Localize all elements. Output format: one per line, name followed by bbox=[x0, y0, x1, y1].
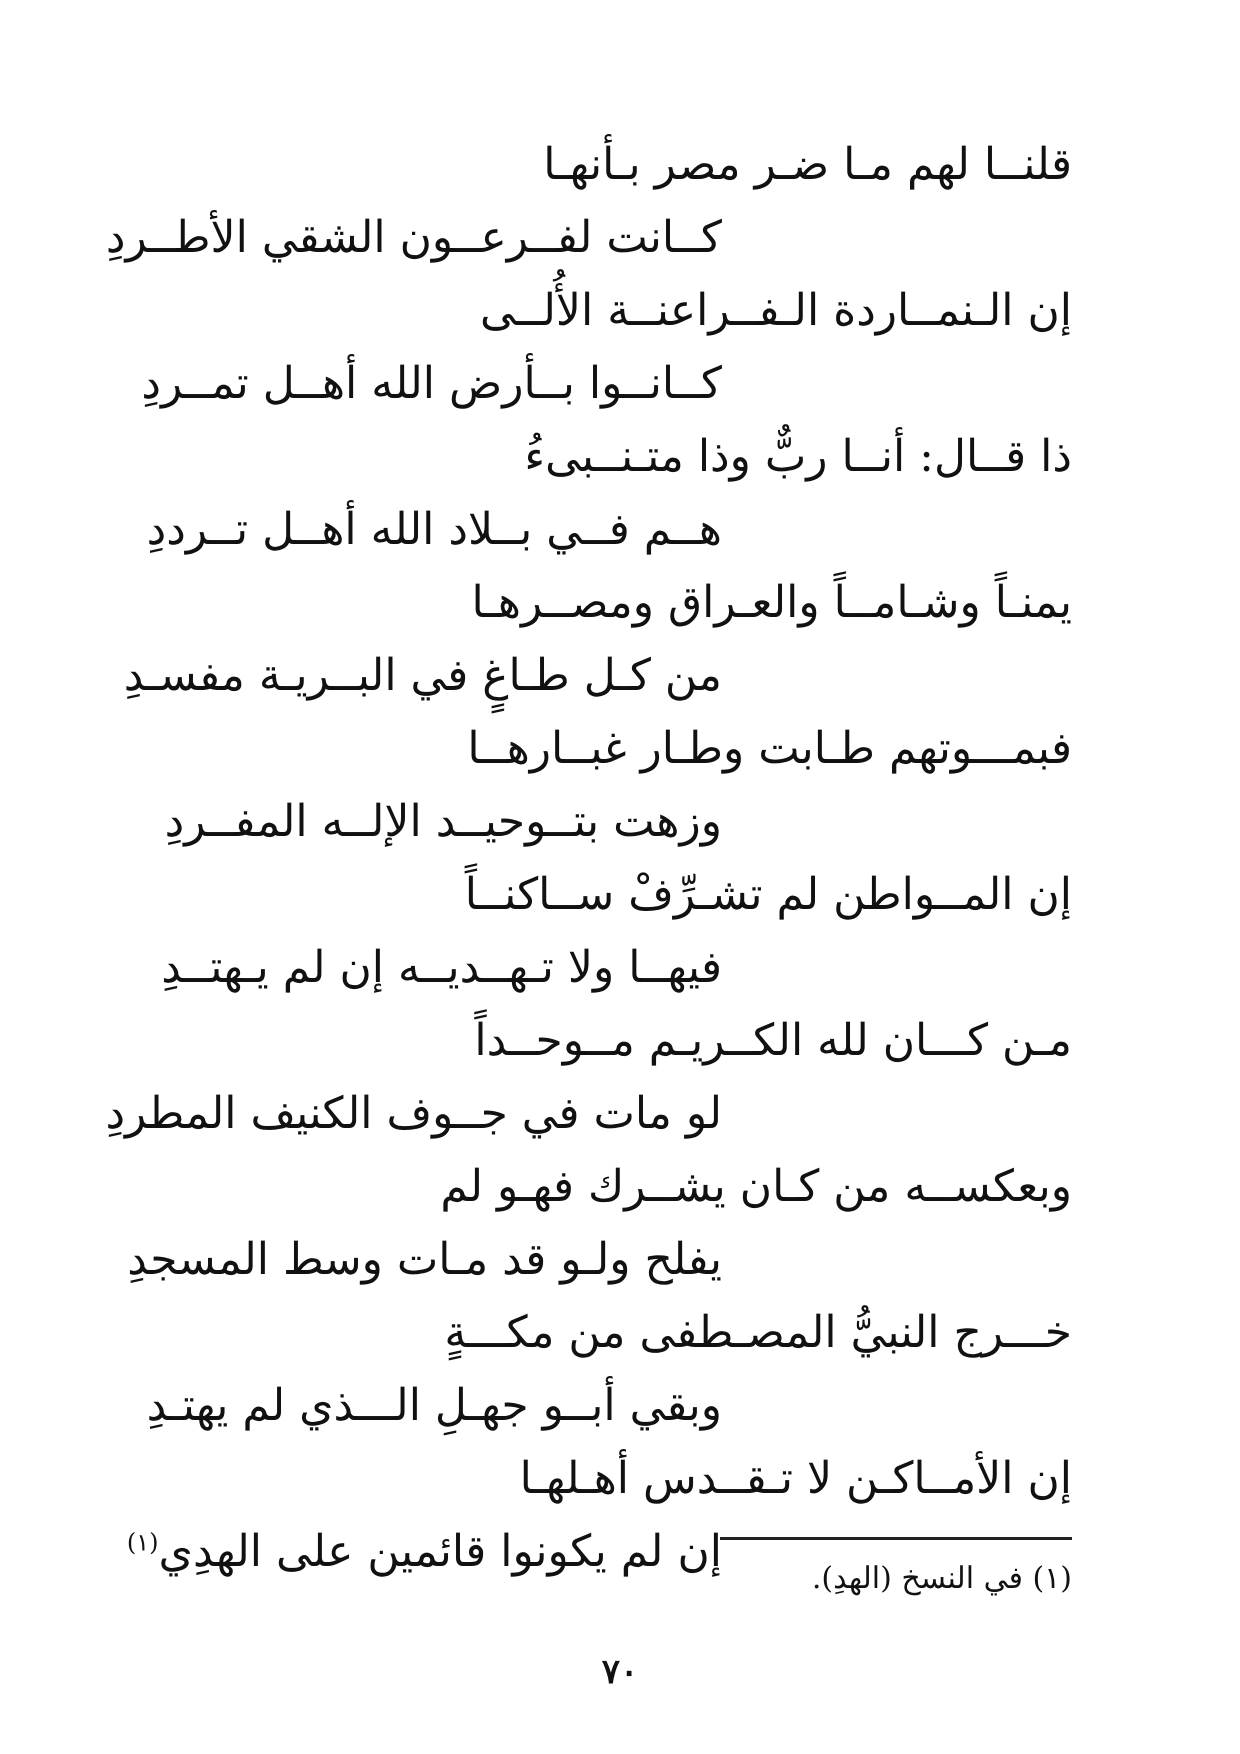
verse-line: وبقي أبــو جهـلِ الـــذي لم يهتـدِ bbox=[146, 1380, 722, 1431]
verse-line: وزهت بتــوحيــد الإلــه المفــردِ bbox=[164, 796, 722, 847]
verse-line: كــانت لفــرعــون الشقي الأطــردِ bbox=[105, 212, 722, 263]
footnote-marker[interactable]: (١) bbox=[126, 1528, 159, 1557]
footnote-divider bbox=[720, 1537, 1072, 1540]
verse-line: مـن كـــان لله الكــريـم مــوحــداً bbox=[474, 1015, 1072, 1066]
verse-line-text: إن لم يكونوا قائمين على الهدِي bbox=[158, 1526, 722, 1577]
verse-line: يفلح ولـو قد مـات وسط المسجدِ bbox=[127, 1234, 722, 1285]
page-number: ٧٠ bbox=[601, 1652, 639, 1692]
verse-line: إن المــواطن لم تشـرِّفْ ســاكنــاً bbox=[464, 869, 1072, 920]
poem bbox=[105, 128, 1072, 1588]
verse-line: فبمـــوتهم طـابت وطـار غبــارهــا bbox=[467, 723, 1072, 774]
verse-line: هــم فــي بــلاد الله أهــل تــرددِ bbox=[146, 504, 722, 555]
verse-line: فيهــا ولا تـهــديــه إن لم يـهتــدِ bbox=[161, 942, 722, 993]
verse-line: إن الـنمــاردة الـفــراعنــة الأُلــى bbox=[480, 285, 1072, 336]
verse-line: لو مات في جــوف الكنيف المطردِ bbox=[105, 1088, 722, 1139]
footnote: (١) في النسخ (الهدِ). bbox=[811, 1561, 1072, 1596]
verse-line: يمنـاً وشـامــاً والعـراق ومصــرهـا bbox=[471, 577, 1072, 628]
verse-line: وبعكســه من كـان يشــرك فهـو لم bbox=[440, 1161, 1072, 1212]
verse-line: من كـل طـاغٍ في البــريـة مفسـدِ bbox=[123, 650, 722, 701]
verse-line: ذا قــال: أنــا ربٌّ وذا متـنــبىءُ bbox=[524, 431, 1072, 482]
verse-line: قلنــا لهم مـا ضـر مصر بـأنهـا bbox=[543, 139, 1072, 190]
verse-line: إن الأمــاكـن لا تـقــدس أهـلهـا bbox=[519, 1453, 1072, 1504]
verse-line: خـــرج النبيُّ المصـطفى من مكـــةٍ bbox=[444, 1307, 1072, 1358]
verse-line: كــانــوا بــأرض الله أهــل تمــردِ bbox=[141, 358, 722, 409]
